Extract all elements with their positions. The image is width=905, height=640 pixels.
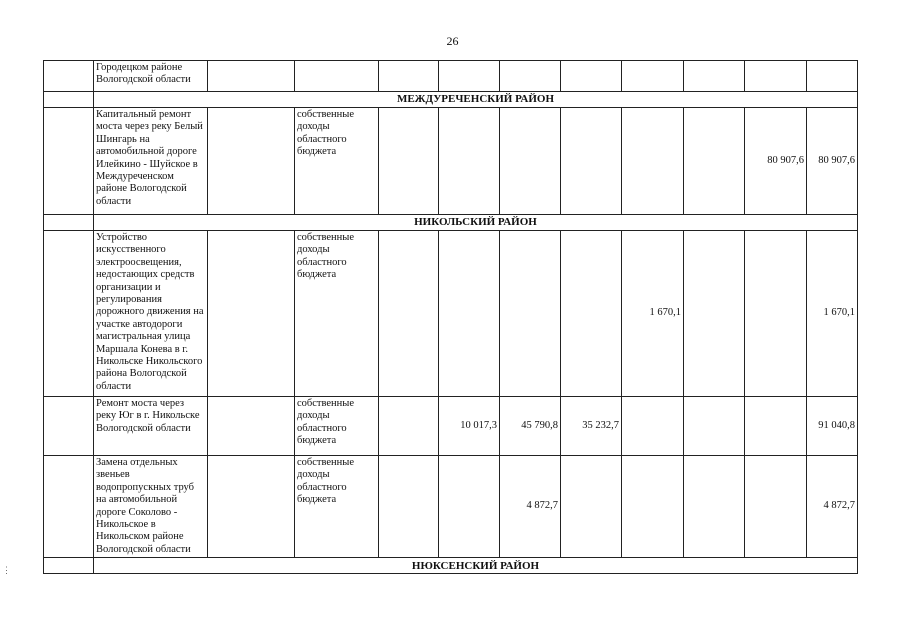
funding-source-cell: собственные доходы областного бюджета [295,456,379,558]
object-name-cell: Ремонт моста через реку Юг в г. Никольске Вологодской области [94,397,208,456]
table-row [44,397,858,456]
value-cell [439,231,500,397]
number-cell [44,231,94,397]
value-cell [684,397,745,456]
funding-source-cell: собственные доходы областного бюджета [295,108,379,215]
value-cell [561,231,622,397]
value-cell [684,108,745,215]
budget-table [43,60,858,574]
value-cell: 4 872,7 [500,456,561,558]
page-number: 26 [446,34,459,48]
blank-cell [44,558,94,574]
total-cell: 80 907,6 [807,108,858,215]
value-cell [379,397,439,456]
value-cell: 10 017,3 [439,397,500,456]
margin-mark: ⋮ [2,565,11,575]
value-cell [379,231,439,397]
total-cell: 4 872,7 [807,456,858,558]
section-row [44,92,858,108]
value-cell [745,231,807,397]
funding-source-cell [295,61,379,92]
section-title: МЕЖДУРЕЧЕНСКИЙ РАЙОН [94,92,858,108]
blank-cell [208,397,295,456]
value-cell [379,456,439,558]
value-cell [622,61,684,92]
value-cell [379,61,439,92]
total-cell [807,61,858,92]
object-name-cell: Капитальный ремонт моста через реку Белый Шингарь на автомобильной дороге Илейкино - Шуйское в Междуреченском районе Вологодской области [94,108,208,215]
table-row [44,456,858,558]
number-cell [44,456,94,558]
blank-cell [208,456,295,558]
value-cell [500,231,561,397]
blank-cell [208,231,295,397]
value-cell [439,61,500,92]
blank-cell [44,92,94,108]
section-title: НИКОЛЬСКИЙ РАЙОН [94,215,858,231]
value-cell [561,456,622,558]
value-cell: 45 790,8 [500,397,561,456]
object-name-cell: Устройство искусственного электроосвещения, недостающих средств организации и регулирования дорожного движения на участке автодороги магистральная улица Маршала Конева в г. Никольске Никольского района Вологодской области [94,231,208,397]
total-cell: 91 040,8 [807,397,858,456]
value-cell [684,456,745,558]
table-row [44,61,858,92]
value-cell [622,397,684,456]
value-cell [561,61,622,92]
object-name-cell: Замена отдельных звеньев водопропускных труб на автомобильной дороге Соколово - Никольское в Никольском районе Вологодской области [94,456,208,558]
value-cell [561,108,622,215]
total-cell: 1 670,1 [807,231,858,397]
value-cell [745,456,807,558]
value-cell [439,108,500,215]
section-title: НЮКСЕНСКИЙ РАЙОН [94,558,858,574]
number-cell [44,108,94,215]
value-cell [500,61,561,92]
funding-source-cell: собственные доходы областного бюджета [295,231,379,397]
object-name-cell: Городецком районе Вологодской области [94,61,208,92]
table-row [44,231,858,397]
value-cell [500,108,561,215]
blank-cell [208,108,295,215]
value-cell [439,456,500,558]
value-cell [622,108,684,215]
value-cell: 35 232,7 [561,397,622,456]
funding-source-cell: собственные доходы областного бюджета [295,397,379,456]
value-cell [684,61,745,92]
number-cell [44,61,94,92]
value-cell [684,231,745,397]
section-row [44,558,858,574]
table-row [44,108,858,215]
number-cell [44,397,94,456]
value-cell [622,456,684,558]
blank-cell [208,61,295,92]
section-row [44,215,858,231]
value-cell [379,108,439,215]
blank-cell [44,215,94,231]
value-cell [745,397,807,456]
value-cell: 1 670,1 [622,231,684,397]
value-cell [745,61,807,92]
value-cell: 80 907,6 [745,108,807,215]
